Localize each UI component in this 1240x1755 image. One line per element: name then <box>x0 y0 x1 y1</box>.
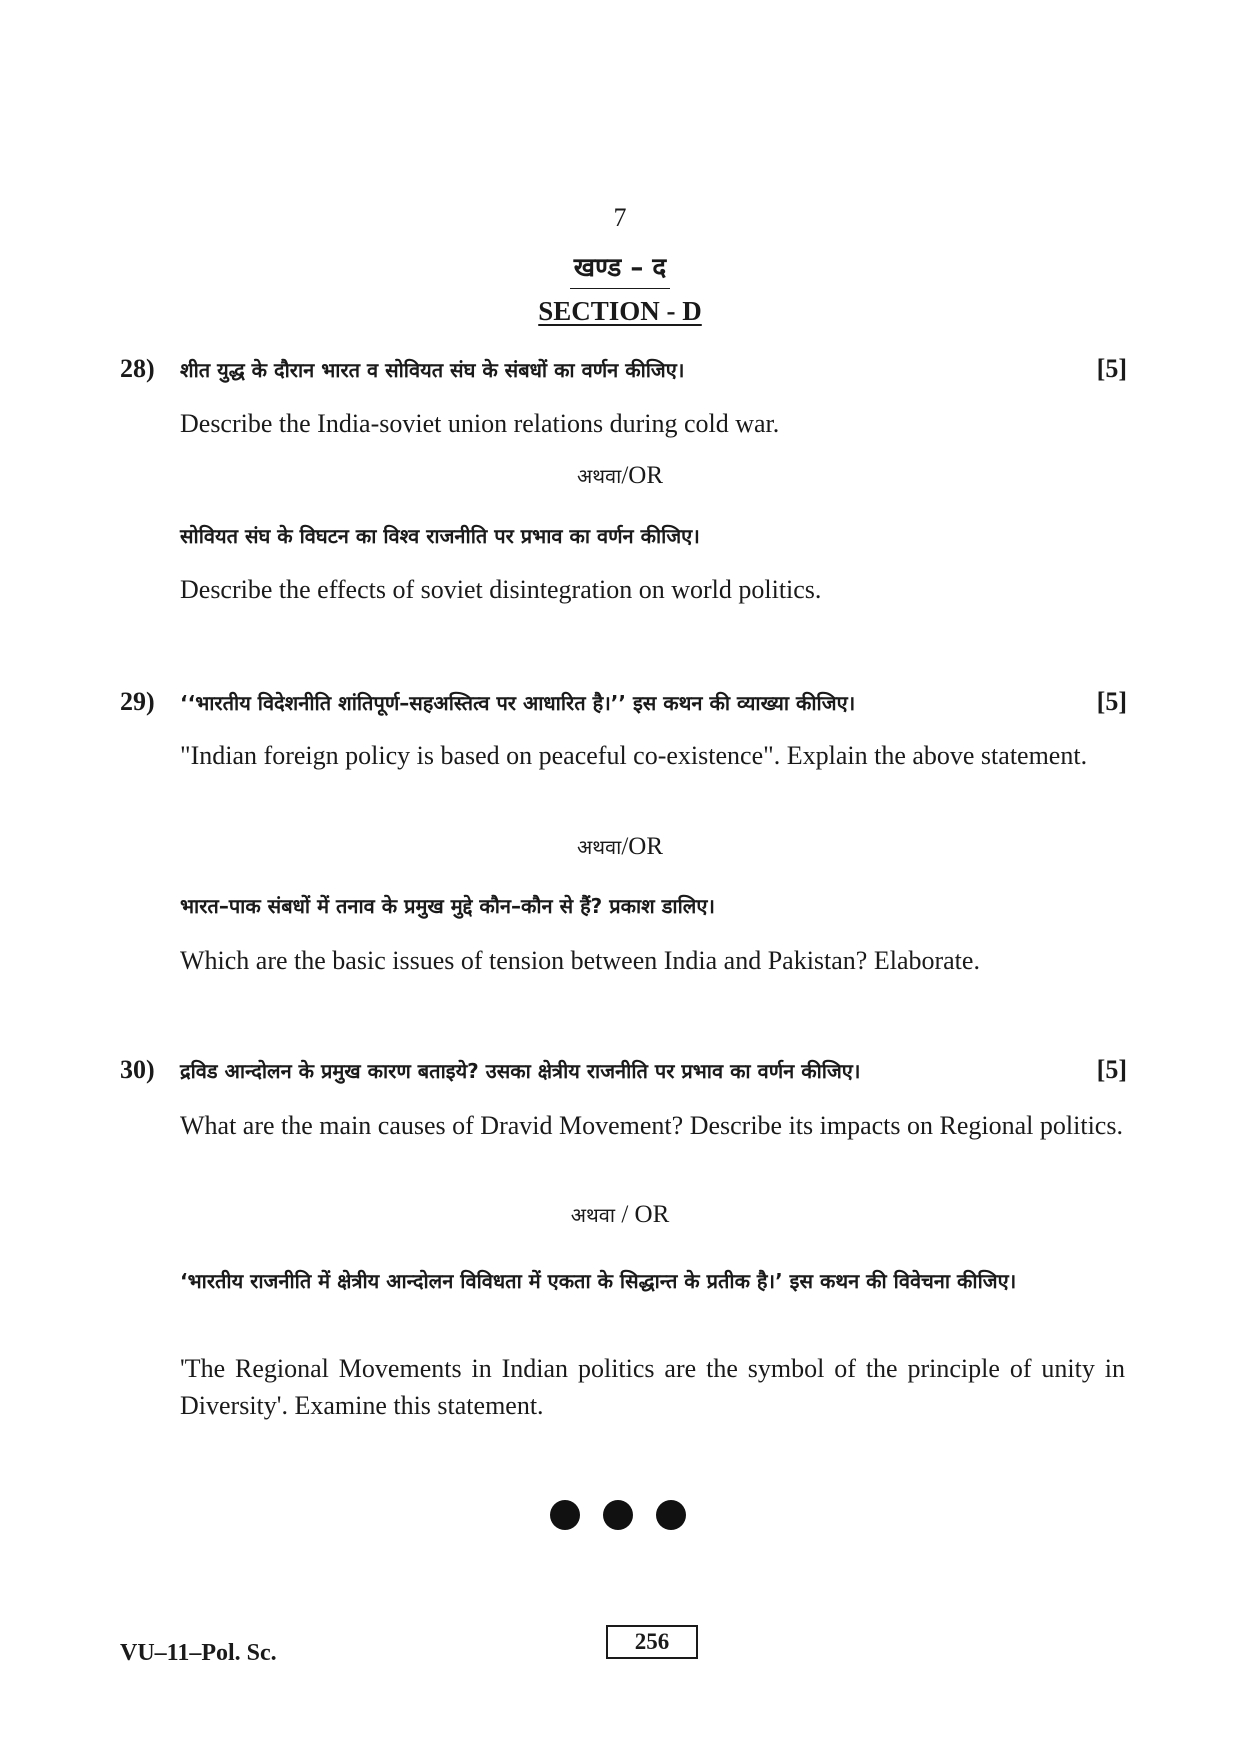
question-28-or: अथवा/OR <box>576 462 664 489</box>
question-30-alt-english: 'The Regional Movements in Indian politics are the symbol of the principle of unity in Diversity'. Examine this statement. <box>180 1354 1125 1420</box>
question-29-marks: [5] <box>1096 687 1127 716</box>
end-dot-icon <box>603 1500 633 1530</box>
question-28-alt-hindi: सोवियत संघ के विघटन का विश्व राजनीति पर प्रभाव का वर्णन कीजिए। <box>180 524 700 548</box>
question-28-english: Describe the India-soviet union relations during cold war. <box>180 409 780 438</box>
question-29-hindi: ‘‘भारतीय विदेशनीति शांतिपूर्ण–सहअस्तित्व पर आधारित है।’’ इस कथन की व्याख्या कीजिए। <box>180 691 856 715</box>
question-28-alt-english: Describe the effects of soviet disintegration on world politics. <box>180 575 822 604</box>
footer-page-box: 256 <box>606 1625 698 1659</box>
end-marker <box>550 1500 690 1534</box>
question-29-number: 29) <box>120 687 155 716</box>
question-30-hindi: द्रविड आन्दोलन के प्रमुख कारण बताइये? उसका क्षेत्रीय राजनीति पर प्रभाव का वर्णन कीजिए। <box>180 1059 861 1083</box>
question-29-alt-english: Which are the basic issues of tension between India and Pakistan? Elaborate. <box>180 946 980 975</box>
question-28-marks: [5] <box>1096 354 1127 383</box>
question-29-alt-hindi: भारत–पाक संबधों में तनाव के प्रमुख मुद्दे कौन–कौन से हैं? प्रकाश डालिए। <box>180 894 715 918</box>
section-title-english: SECTION - D <box>538 296 702 326</box>
question-30-english: What are the main causes of Dravid Movement? Describe its impacts on Regional politics. <box>180 1111 1123 1140</box>
question-29-english: "Indian foreign policy is based on peaceful co-existence". Explain the above statement. <box>180 741 1088 770</box>
question-30-or: अथवा / OR <box>570 1201 670 1228</box>
question-29-or: अथवा/OR <box>576 833 664 860</box>
end-dot-icon <box>550 1500 580 1530</box>
question-28-hindi: शीत युद्ध के दौरान भारत व सोवियत संघ के संबधों का वर्णन कीजिए। <box>180 358 685 382</box>
question-30-alt-hindi: ‘भारतीय राजनीति में क्षेत्रीय आन्दोलन विविधता में एकता के सिद्धान्त के प्रतीक है।’ इस कथन की विवेचना कीजिए। <box>180 1269 1017 1293</box>
question-28-number: 28) <box>120 354 155 383</box>
page-number: 7 <box>613 203 627 232</box>
question-30-marks: [5] <box>1096 1055 1127 1084</box>
question-30-number: 30) <box>120 1055 155 1084</box>
paper-code: VU–11–Pol. Sc. <box>120 1640 277 1666</box>
section-title-hindi: खण्ड – द <box>0 248 1240 289</box>
end-dot-icon <box>656 1500 686 1530</box>
